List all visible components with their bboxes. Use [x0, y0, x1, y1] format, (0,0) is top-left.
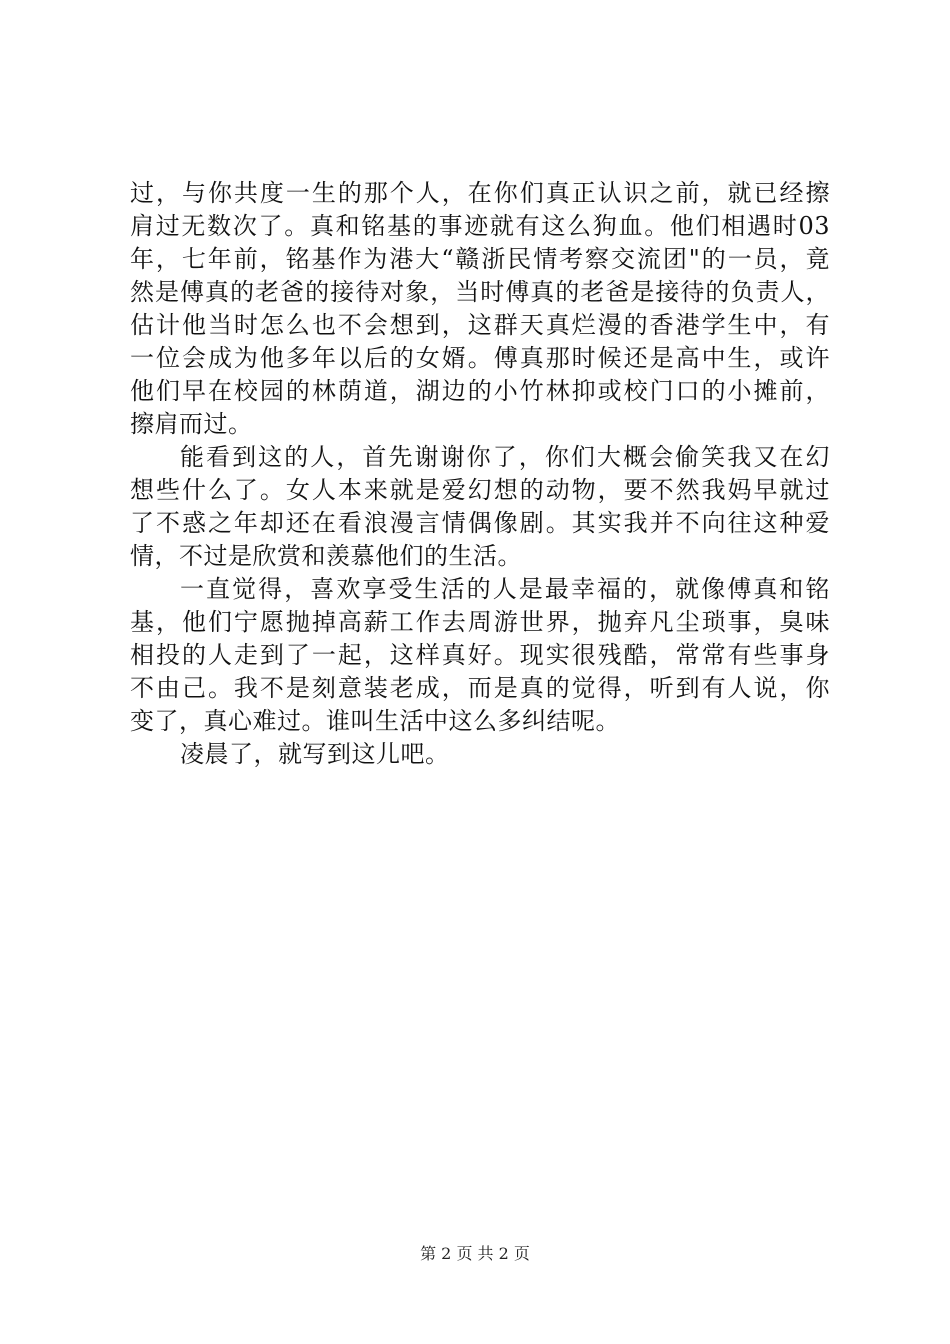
text-line: 估计他当时怎么也不会想到，这群天真烂漫的香港学生中，有: [130, 311, 830, 339]
text-line: 擦肩而过。: [130, 410, 253, 438]
text-line: 他们早在校园的林荫道，湖边的小竹林抑或校门口的小摊前，: [130, 377, 830, 405]
paragraph-first-line: 能看到这的人，首先谢谢你了，你们大概会偷笑我又在幻: [180, 443, 830, 471]
text-line: 不由己。我不是刻意装老成，而是真的觉得，听到有人说，你: [130, 674, 830, 702]
text-line: 想些什么了。女人本来就是爱幻想的动物，要不然我妈早就过: [130, 476, 830, 504]
page-footer: 第 2 页 共 2 页: [420, 1244, 530, 1263]
document-body: [130, 177, 830, 771]
text-line: 变了，真心难过。谁叫生活中这么多纠结呢。: [130, 707, 620, 735]
text-line: 情，不过是欣赏和羡慕他们的生活。: [130, 542, 522, 570]
text-line: 过，与你共度一生的那个人，在你们真正认识之前，就已经擦: [130, 179, 830, 207]
text-line: 了不惑之年却还在看浪漫言情偶像剧。其实我并不向往这种爱: [130, 509, 830, 537]
text-line: 然是傅真的老爸的接待对象，当时傅真的老爸是接待的负责人，: [130, 278, 830, 306]
text-line: 相投的人走到了一起，这样真好。现实很残酷，常常有些事身: [130, 641, 830, 669]
text-line: 一位会成为他多年以后的女婿。傅真那时候还是高中生，或许: [130, 344, 830, 372]
text-line: 基，他们宁愿抛掉高薪工作去周游世界，抛弃凡尘琐事，臭味: [130, 608, 830, 636]
paragraph-first-line: 一直觉得，喜欢享受生活的人是最幸福的，就像傅真和铭: [180, 575, 830, 603]
text-line: 年，七年前，铭基作为港大“赣浙民情考察交流团"的一员，竟: [130, 245, 830, 273]
text-line: 肩过无数次了。真和铭基的事迹就有这么狗血。他们相遇时03: [130, 212, 830, 240]
paragraph-first-line: 凌晨了，就写到这儿吧。: [180, 740, 450, 768]
